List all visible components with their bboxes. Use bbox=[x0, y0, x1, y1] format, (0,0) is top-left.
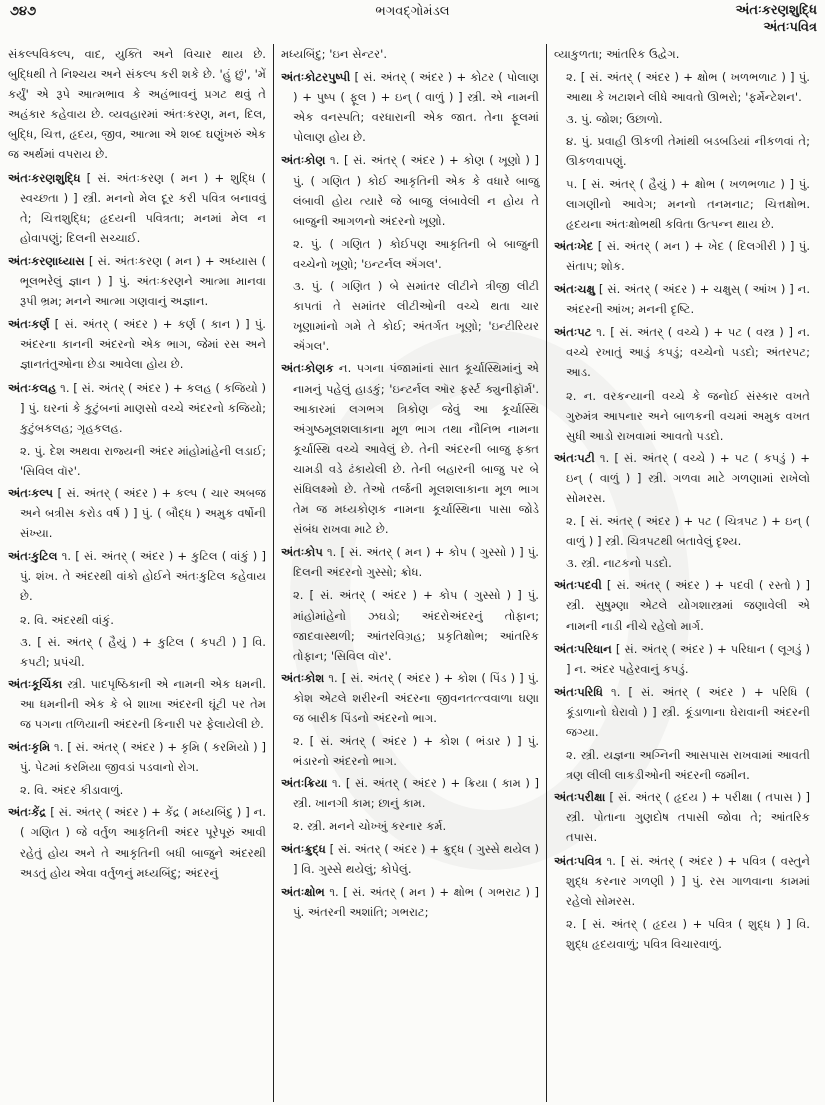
entry-sense: ૩. પું. ( ગણિત ) બે સમાંતર લીટીને ત્રીજી લીટી કાપતાં તે સમાંતર લીટીઓની વચ્ચે થતા ચાર ખૂણામાંનો ગમે તે કોઈ; અંતર્ગત ખૂણો; 'ઇન્ટીરિયર ઍંગલ'. bbox=[293, 279, 539, 354]
dictionary-entry bbox=[554, 639, 810, 679]
page-number: ૭૪૭ bbox=[10, 4, 37, 19]
entry-sense: ૨. પું. દેશ અથવા રાજ્યની અંદર માંહોમાંહેની લડાઈ; 'સિવિલ વૉર'. bbox=[20, 443, 266, 478]
entry-headword: અંતઃકરણશુદ્ધિ bbox=[8, 170, 81, 185]
entry-definition: [ સં. અંતર્ ( અંદર ) + પરિધાન ( લૂગડું ) ] ન. અંદર પહેરવાનું કપડું. bbox=[566, 641, 810, 676]
column-3 bbox=[546, 44, 810, 1102]
entry-definition: [ સં. અંતર્ ( અંદર ) + પદવી ( રસ્તો ) ] સ્ત્રી. સુષુમ્ણા એટલે યોગશાસ્ત્રમાં જણાવેલી એ નામની નાડી નીચે રહેલો માર્ગ. bbox=[566, 578, 810, 633]
entry-headword: અંતઃખેદ bbox=[554, 238, 594, 253]
entry-definition: ૧. [ સં. અંતર્ ( મન ) + ક્ષોભ ( ગભરાટ ) ] પું. અંતરની અશાંતિ; ગભરાટ; bbox=[293, 884, 539, 919]
continued-text: વ્યાકુળતા; આંતરિક ઉદ્વેગ. bbox=[554, 47, 680, 61]
entry-sense: ૨. [ સં. અંતર્ ( હૃદય ) + પવિત્ર ( શુદ્ધ ) ] વિ. શુદ્ધ હૃદયવાળું; પવિત્ર વિચારવાળું. bbox=[566, 916, 810, 951]
entry-definition: ૧. [ સં. અંતર્ ( અંદર ) + કલહ ( કજિયો ) ] પું. ઘરનાં કે કુટુંબનાં માણસો વચ્ચે અંદરનો કજિયો; કુટુંબકલહ; ગૃહકલહ. bbox=[20, 380, 266, 435]
entry-definition: ૧. [ સં. અંતર્ ( વચ્ચે ) + પટ ( કપડું ) + ઇન્ ( વાળું ) ] સ્ત્રી. ગળવા માટે ગળણામાં રાખેલો સોમરસ. bbox=[566, 450, 810, 505]
page-header bbox=[0, 0, 825, 44]
entry-sense: ૩. [ સં. અંતર્ ( હૈયું ) + કુટિલ ( કપટી ) ] વિ. કપટી; પ્રપંચી. bbox=[20, 634, 266, 669]
column-1 bbox=[8, 44, 273, 1102]
running-title: ભગવદ્ગોમંડલ bbox=[375, 4, 450, 19]
entry-sense: ૨. [ સં. અંતર્ ( અંદર ) + પટ ( ચિત્રપટ ) + ઇન્ ( વાળું ) ] સ્ત્રી. ચિત્રપટથી બતાવેલું દૃશ્ય. bbox=[566, 514, 810, 549]
entry-definition: [ સં. અંતર્ ( અંદર ) + કલ્પ ( ચાર અબજ અને બત્રીસ કરોડ વર્ષ ) ] પું. ( બૌદ્ધ ) અમુક વર્ષોની સંખ્યા. bbox=[20, 485, 266, 541]
entry-sense: ૨. [ સં. અંતર્ ( અંદર ) + કોશ ( ભંડાર ) ] પું. ભંડારનો અંદરનો ભાગ. bbox=[293, 734, 539, 769]
entry-headword: અંતઃક્ષોભ bbox=[281, 884, 325, 899]
entry-definition: ન. પગના પંજામાંનાં સાત કૂર્ચાસ્થિમાંનું એ નામનું પહેલું હાડકું; 'ઇન્ટર્નલ ઑર ફર્સ્ટ ક્યુનીફૉર્મ'. આકારમાં લગભગ ત્રિકોણ જેવું આ કૂર્ચાસ્થિ અંગુષ્ઠમૂલશલાકાના મૂળ ભાગ તથા નૌનિભ નામના કૂર્ચાસ્થિ વચ્ચે આવેલું છે. તેની અંદરની બાજુ ફક્ત ચામડી વડે ઢંકાયેલી છે. તેની બહારની બાજુ પર બે સંધિલક્ષ્મો છે. તેઓ તર્જની મૂલશલાકાના મૂળ ભાગ તેમ જ મધ્યકોણક નામના કૂર્ચાસ્થિના પાસા જોડે સંબંધ રાખવા માટે છે. bbox=[293, 361, 539, 537]
dictionary-entry bbox=[281, 773, 539, 813]
entry-sense: ૨. પું. ( ગણિત ) કોઈપણ આકૃતિની બે બાજુની વચ્ચેનો ખૂણો; 'ઇન્ટર્નલ ઍંગલ'. bbox=[293, 236, 539, 271]
entry-definition: [ સં. અંતર્ ( અંદર ) + ક્રુદ્ધ ( ગુસ્સે થયેલ ) ] વિ. ગુસ્સે થયેલું; કોપેલું. bbox=[293, 841, 539, 876]
entry-headword: અંતઃકોટરપુષ્પી bbox=[281, 70, 351, 85]
guide-word-last: અંતઃપવિત્ર bbox=[763, 20, 817, 35]
entry-definition: ૧. [ સં. અંતર્ ( અંદર ) + ક્રિયા ( કામ ) ] સ્ત્રી. ખાનગી કામ; છાનું કામ. bbox=[293, 776, 539, 811]
guide-words bbox=[736, 2, 817, 36]
entry-definition: ૧. [ સં. અંતર્ ( અંદર ) + કૃમિ ( કરમિયો ) ] પું. પેટમાં કરમિયા જીવડાં પડવાનો રોગ. bbox=[20, 740, 266, 775]
entry-definition: ૧. [ સં. અંતર્ ( અંદર ) + કોશ ( પિંડ ) ] પું. કોશ એટલે શરીરની અંદરના જીવનતત્ત્વવાળા ઘણા જ બારીક પિંડનો અંદરનો ભાગ. bbox=[293, 670, 539, 725]
entry-sense: ૫. [ સં. અંતર્ ( હૈયું ) + ક્ષોભ ( ખળભળાટ ) ] પું. લાગણીનો આવેગ; મનનો તનમનાટ; ચિત્તક્ષોભ. હૃદયના અંતઃક્ષોભથી કવિતા ઉત્પન્ન થાય છે. bbox=[566, 176, 810, 231]
dictionary-entry bbox=[8, 737, 266, 777]
entry-definition: ૧. [ સં. અંતર્ ( અંદર ) + પવિત્ર ( વસ્તુને શુદ્ધ કરનાર ગળણી ) ] પું. રસ ગાળવાના કામમાં રહેલો સોમરસ. bbox=[566, 853, 810, 908]
entry-headword: અંતઃકૂર્ચિકા bbox=[8, 676, 63, 691]
entry-headword: અંતઃકોશ bbox=[281, 670, 325, 685]
entry-definition: [ સં. અંતઃકરણ ( મન ) + શુદ્ધિ ( સ્વચ્છતા ) ] સ્ત્રી. મનનો મેલ દૂર કરી પવિત્ર બનાવવું તે; ચિત્તશુદ્ધિ; હૃદયની પવિત્રતા; મનમાં મેલ ન હોવાપણું; દિલની સચ્ચાઈ. bbox=[20, 170, 266, 245]
entry-headword: અંતઃચક્ષુ bbox=[554, 282, 595, 297]
entry-headword: અંતઃકર્ણ bbox=[8, 317, 50, 332]
dictionary-entry bbox=[8, 168, 266, 248]
entry-headword: અંતઃકોપ bbox=[281, 545, 323, 560]
dictionary-entry bbox=[554, 787, 810, 847]
entry-sense: ૨. સ્ત્રી. મનને ચોખ્ખું કરનાર કર્મ. bbox=[293, 819, 447, 834]
continued-text: મધ્યબિંદુ; 'ઇન સેન્ટર'. bbox=[281, 47, 388, 61]
dictionary-entry bbox=[281, 882, 539, 922]
entry-headword: અંતઃક્રુદ્ધ bbox=[281, 841, 326, 856]
entry-sense: ૩. સ્ત્રી. નાટકનો પડદો. bbox=[566, 556, 672, 571]
entry-headword: અંતઃપટી bbox=[554, 450, 595, 465]
dictionary-entry bbox=[554, 851, 810, 911]
entry-definition: [ સં. અંતર્ ( અંદર ) + કર્ણ ( કાન ) ] પું. અંદરના કાનની અંદરનો એક ભાગ, જેમાં રસ અને જ્ઞાનતંતુઓના છેડા આવેલા હોય છે. bbox=[20, 317, 266, 372]
entry-sense: ૪. પું. પ્રવાહી ઊકળી તેમાંથી બડબડિયાં નીકળવાં તે; ઊકળવાપણું. bbox=[566, 134, 810, 169]
dictionary-entry bbox=[8, 546, 266, 606]
entry-definition: [ સં. અંતઃકરણ ( મન ) + અધ્યાસ ( ભૂલભરેલું જ્ઞાન ) ] પું. અંતઃકરણને આત્મા માનવા રૂપી ભ્રમ; મનને આત્મા ગણવાનું અજ્ઞાન. bbox=[20, 253, 266, 309]
dictionary-entry bbox=[554, 448, 810, 508]
entry-sense: ૩. પું. જોશ; ઉછાળો. bbox=[566, 112, 663, 127]
dictionary-entry bbox=[281, 358, 539, 539]
entry-sense: ૨. સ્ત્રી. યજ્ઞના અગ્નિની આસપાસ રાખવામાં આવતી ત્રણ લીલી લાકડીઓની અંદરની જમીન. bbox=[566, 748, 810, 783]
dictionary-entry bbox=[8, 378, 266, 438]
entry-headword: અંતઃકલ્પ bbox=[8, 485, 53, 500]
entry-definition: [ સં. અંતર્ ( અંદર ) + ચક્ષુસ્ ( આંખ ) ] ન. અંદરની આંખ; મનની દૃષ્ટિ. bbox=[566, 282, 810, 317]
entry-headword: અંતઃપટ bbox=[554, 325, 592, 340]
dictionary-entry bbox=[281, 668, 539, 728]
entry-definition: ૧. [ સં. અંતર્ ( અંદર ) + પરિધિ ( કૂંડાળાનો ઘેરાવો ) ] સ્ત્રી. કૂંડાળાના ઘેરાવાની અંદરની જગ્યા. bbox=[566, 684, 810, 739]
dictionary-entry bbox=[8, 802, 266, 882]
dictionary-entry bbox=[281, 542, 539, 582]
dictionary-entry bbox=[8, 483, 266, 543]
entry-headword: અંતઃકલહ bbox=[8, 380, 57, 395]
entry-sense: ૨. વિ. અંદરથી વાંકું. bbox=[20, 612, 114, 627]
entry-sense: ૨. વિ. અંદર કીડાવાળું. bbox=[20, 783, 124, 798]
entry-headword: અંતઃક્રિયા bbox=[281, 776, 328, 791]
entry-headword: અંતઃકોણક bbox=[281, 361, 334, 376]
entry-definition: [ સં. અંતર્ ( અંદર ) + કેંદ્ર ( મધ્યબિંદુ ) ] ન. ( ગણિત ) જે વર્તુળ આકૃતિની અંદર પૂરેપૂરું આવી રહેતું હોય અને તે આકૃતિની બધી બાજુને અંદરથી અડતું હોય એવા વર્તુળનું મધ્યબિંદુ; અંદરનું bbox=[20, 805, 266, 880]
entry-definition: ૧. [ સં. અંતર્ ( અંદર ) + કોણ ( ખૂણો ) ] પું. ( ગણિત ) કોઈ આકૃતિની એક કે વધારે બાજુ લંબાવી હોય ત્યારે જે બાજુ લંબાવેલી ન હોય તે બાજુની આગળનો અંદરનો ખૂણો. bbox=[293, 153, 539, 228]
entry-headword: અંતઃપરિધાન bbox=[554, 641, 612, 656]
entry-definition: ૧. [ સં. અંતર્ ( વચ્ચે ) + પટ ( વસ્ત્ર ) ] ન. વચ્ચે રખાતું આડું કપડું; વચ્ચેનો પડદો; અંતરપટ; આડ. bbox=[566, 325, 810, 380]
dictionary-entry bbox=[554, 575, 810, 635]
continued-text: સંકલ્પવિકલ્પ, વાદ, યુક્તિ અને વિચાર થાય છે. બુદ્ધિથી તે નિશ્ચય અને સંકલ્પ કરી શકે છે. 'હું છું', 'મેં કર્યું' એ રૂપે આત્મભાવ કે અહંભાવનું પ્રગટ થવું તે અહંકાર કહેવાય છે. વ્યવહારમાં અંતઃકરણ, મન, દિલ, બુદ્ધિ, ચિત્ત, હૃદય, જીવ, આત્મા એ શબ્દ ઘણુંખરું એક જ અર્થમાં વપરાય છે. bbox=[8, 47, 266, 162]
dictionary-entry bbox=[554, 236, 810, 276]
entry-definition: [ સં. અંતર્ ( હૃદય ) + પરીક્ષા ( તપાસ ) ] સ્ત્રી. પોતાના ગુણદોષ તપાસી જોવા તે; આંતરિક તપાસ. bbox=[566, 790, 810, 845]
entry-headword: અંતઃપદવી bbox=[554, 578, 602, 593]
entry-definition: [ સં. અંતર્ ( અંદર ) + કોટર ( પોલાણ ) + પુષ્પ ( ફૂલ ) + ઇન્ ( વાળું ) ] સ્ત્રી. એ નામની એક વનસ્પતિ; વરધારાની એક જાત. તેના ફૂલમાં પોલાણ હોય છે. bbox=[293, 70, 539, 145]
entry-headword: અંતઃકુટિલ bbox=[8, 549, 58, 564]
dictionary-entry bbox=[554, 322, 810, 382]
entry-headword: અંતઃપરિધિ bbox=[554, 684, 603, 699]
dictionary-columns bbox=[8, 44, 820, 1102]
entry-headword: અંતઃપરીક્ષા bbox=[554, 790, 606, 805]
dictionary-entry bbox=[8, 674, 266, 734]
dictionary-entry bbox=[281, 839, 539, 879]
entry-sense: ૨. ન. વરકન્યાની વચ્ચે કે જનોઈ સંસ્કાર વખતે ગુરુમંત્ર આપનાર અને બાળકની વચમાં અમુક વખત સુધી આડો રાખવામાં આવતો પડદો. bbox=[566, 388, 810, 443]
dictionary-entry bbox=[281, 67, 539, 147]
dictionary-entry bbox=[554, 279, 810, 319]
entry-definition: ૧. [ સં. અંતર્ ( અંદર ) + કુટિલ ( વાંકું ) ] પું. શંખ. તે અંદરથી વાંકો હોઈને અંતઃકુટિલ કહેવાય છે. bbox=[20, 549, 266, 604]
entry-definition: [ સં. અંતર્ ( મન ) + ખેદ ( દિલગીરી ) ] પું. સંતાપ; શોક. bbox=[566, 238, 810, 273]
entry-sense: ૨. [ સં. અંતર્ ( અંદર ) + ક્ષોભ ( ખળભળાટ ) ] પું. આથા કે ખટાશને લીધે આવતો ઊભરો; 'ફર્મેન્ટેશન'. bbox=[566, 70, 810, 105]
dictionary-entry bbox=[554, 682, 810, 742]
dictionary-entry bbox=[281, 150, 539, 230]
entry-headword: અંતઃકૃમિ bbox=[8, 740, 51, 755]
entry-headword: અંતઃપવિત્ર bbox=[554, 853, 602, 868]
entry-headword: અંતઃકરણાધ્યાસ bbox=[8, 253, 85, 268]
entry-definition: ૧. [ સં. અંતર્ ( મન ) + કોપ ( ગુસ્સો ) ] પું. દિલની અંદરનો ગુસ્સો; ક્રોધ. bbox=[293, 545, 539, 580]
dictionary-entry bbox=[8, 314, 266, 374]
entry-headword: અંતઃકોણ bbox=[281, 153, 326, 168]
guide-word-first: અંતઃકરણશુદ્ધિ bbox=[735, 3, 817, 18]
column-2 bbox=[273, 44, 546, 1102]
entry-definition: સ્ત્રી. પાદપૃષ્ઠિકાની એ નામની એક ધમની. આ ધમનીની એક કે બે શાખા અંદરની ઘૂંટી પર તેમ જ પગના તળિયાની અંદરની કિનારી પર ફેલાયેલી છે. bbox=[20, 676, 266, 731]
entry-headword: અંતઃકેંદ્ર bbox=[8, 805, 47, 820]
entry-sense: ૨. [ સં. અંતર્ ( અંદર ) + કોપ ( ગુસ્સો ) ] પું. માંહોમાંહેનો ઝઘડો; અંદરોઅંદરનું તોફાન; જાદવાસ્થળી; આંતરવિગ્રહ; પ્રકૃતિક્ષોભ; આંતરિક તોફાન; 'સિવિલ વૉર'. bbox=[293, 588, 539, 663]
dictionary-entry bbox=[8, 251, 266, 311]
